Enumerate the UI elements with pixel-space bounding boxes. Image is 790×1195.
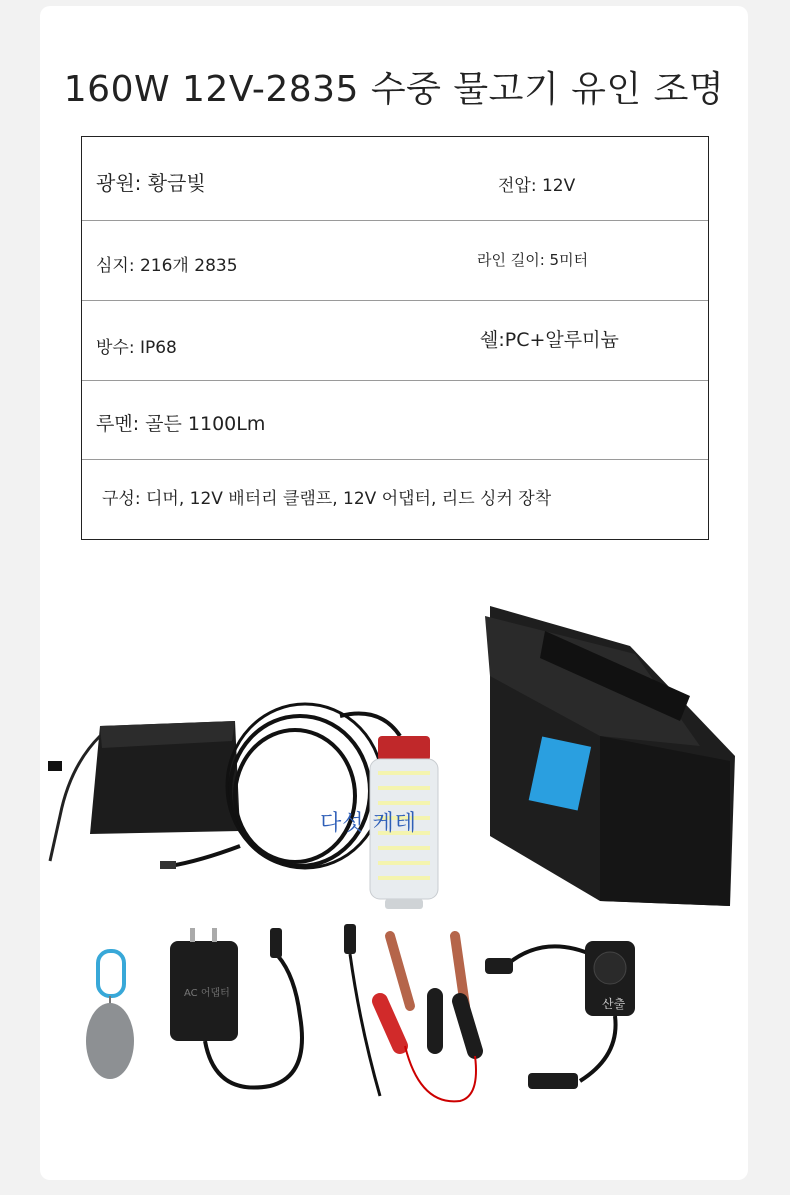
spec-row-3 — [82, 301, 708, 381]
spec-row-2 — [82, 221, 708, 301]
spec-table — [81, 136, 709, 540]
spec-line-length: 라인 길이: 5미터 — [477, 251, 589, 269]
storage-bag-illustration — [485, 606, 735, 906]
spec-chips: 심지: 216개 2835 — [96, 256, 238, 276]
spec-row-4 — [82, 381, 708, 460]
dimmer-label: 산출 — [602, 997, 626, 1011]
photo-overlay-text: 다섯 케테 — [320, 811, 418, 836]
ac-adapter-illustration — [170, 928, 302, 1088]
spec-light-source: 광원: 황금빛 — [96, 171, 206, 195]
spec-lumen: 루멘: 골든 1100Lm — [96, 413, 266, 435]
page-title: 160W 12V-2835 수중 물고기 유인 조명 — [63, 69, 725, 110]
spec-row-1 — [82, 137, 708, 221]
product-photo — [40, 576, 748, 1176]
battery-clamp-illustration — [344, 924, 476, 1101]
spec-waterproof: 방수: IP68 — [96, 338, 177, 358]
drawstring-pouch-illustration — [48, 721, 240, 861]
spec-voltage: 전압: 12V — [498, 176, 576, 196]
adapter-label: AC 어댑터 — [184, 988, 230, 999]
spec-shell: 쉘:PC+알루미늄 — [480, 329, 619, 351]
dimmer-illustration — [485, 941, 635, 1089]
lead-sinker-illustration — [86, 951, 134, 1079]
product-card — [40, 6, 748, 1180]
spec-components: 구성: 디머, 12V 배터리 클램프, 12V 어댑터, 리드 싱커 장착 — [102, 489, 552, 509]
spec-row-5 — [82, 460, 708, 538]
